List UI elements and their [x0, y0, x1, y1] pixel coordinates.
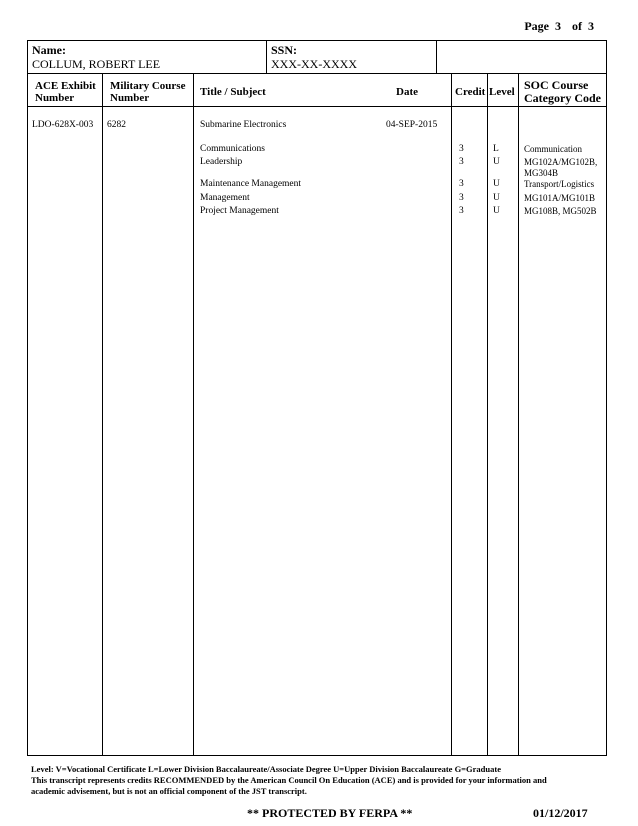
course-title: Submarine Electronics — [200, 120, 287, 130]
col-soc-line2: Category Code — [524, 91, 601, 105]
col-course-line2: Number — [110, 92, 150, 104]
student-ssn: XXX-XX-XXXX — [271, 57, 357, 71]
course-exhibit: LDO-628X-003 — [32, 120, 94, 130]
col-level-header: Level — [489, 86, 515, 98]
col-date-header: Date — [396, 86, 418, 98]
print-date: 01/12/2017 — [533, 806, 588, 820]
column-divider — [102, 73, 103, 756]
subject-level: U — [493, 179, 500, 189]
column-divider — [487, 73, 488, 756]
subject-title: Management — [200, 193, 250, 203]
soc-line1: MG108B, MG502B — [524, 206, 597, 216]
column-header-divider — [27, 106, 607, 107]
ferpa-notice: ** PROTECTED BY FERPA ** — [247, 806, 413, 820]
subject-credit: 3 — [459, 193, 464, 203]
subject-credit: 3 — [459, 144, 464, 154]
ssn-blank-divider — [436, 40, 437, 73]
column-divider — [193, 73, 194, 756]
page-total: 3 — [588, 19, 594, 33]
subject-credit: 3 — [459, 157, 464, 167]
subject-title: Project Management — [200, 206, 279, 216]
name-ssn-divider — [266, 40, 267, 73]
header-divider — [27, 73, 607, 74]
disclaimer-line2: academic advisement, but is not an official component of the JST transcript. — [31, 786, 307, 796]
soc-line1: Transport/Logistics — [524, 179, 595, 189]
level-legend: Level: V=Vocational Certificate L=Lower Division Baccalaureate/Associate Degree U=Upper Division Baccalaureate G=Graduate — [31, 764, 501, 774]
subject-title: Maintenance Management — [200, 179, 302, 189]
subject-soc — [524, 157, 597, 179]
col-exhibit-line2: Number — [35, 92, 75, 104]
col-soc-line1: SOC Course — [524, 78, 589, 92]
name-label: Name: — [32, 43, 66, 57]
page-current: 3 — [555, 19, 561, 33]
column-divider — [451, 73, 452, 756]
col-exhibit-line1: ACE Exhibit — [35, 80, 96, 92]
page-of-label: of — [572, 19, 582, 33]
subject-level: U — [493, 206, 500, 216]
soc-line2: MG304B — [524, 168, 559, 178]
course-date: 04-SEP-2015 — [386, 120, 438, 130]
col-credit-header: Credit — [455, 86, 486, 98]
subject-title: Leadership — [200, 157, 243, 167]
soc-line1: MG102A/MG102B, — [524, 157, 598, 167]
col-course-line1: Military Course — [110, 80, 186, 92]
page-number — [521, 19, 594, 34]
soc-line1: Communication — [524, 144, 582, 154]
col-title-header: Title / Subject — [200, 86, 266, 98]
subject-soc — [524, 144, 582, 155]
subject-soc — [524, 179, 594, 190]
col-course-header — [110, 80, 185, 104]
col-soc-header — [524, 79, 601, 105]
subject-level: U — [493, 193, 500, 203]
subject-soc — [524, 193, 595, 204]
student-name: COLLUM, ROBERT LEE — [32, 57, 161, 71]
subject-level: L — [493, 144, 499, 154]
page-label: Page — [524, 19, 549, 33]
ssn-label: SSN: — [271, 43, 298, 57]
subject-title: Communications — [200, 144, 265, 154]
soc-line1: MG101A/MG101B — [524, 193, 596, 203]
col-exhibit-header — [35, 80, 96, 104]
subject-credit: 3 — [459, 206, 464, 216]
subject-level: U — [493, 157, 500, 167]
subject-soc — [524, 206, 597, 217]
course-number: 6282 — [107, 120, 126, 130]
subject-credit: 3 — [459, 179, 464, 189]
disclaimer-line1: This transcript represents credits RECOMMENDED by the American Council On Education (ACE) and is provided for your information and — [31, 775, 547, 785]
column-divider — [518, 73, 519, 756]
transcript-table — [27, 40, 607, 756]
